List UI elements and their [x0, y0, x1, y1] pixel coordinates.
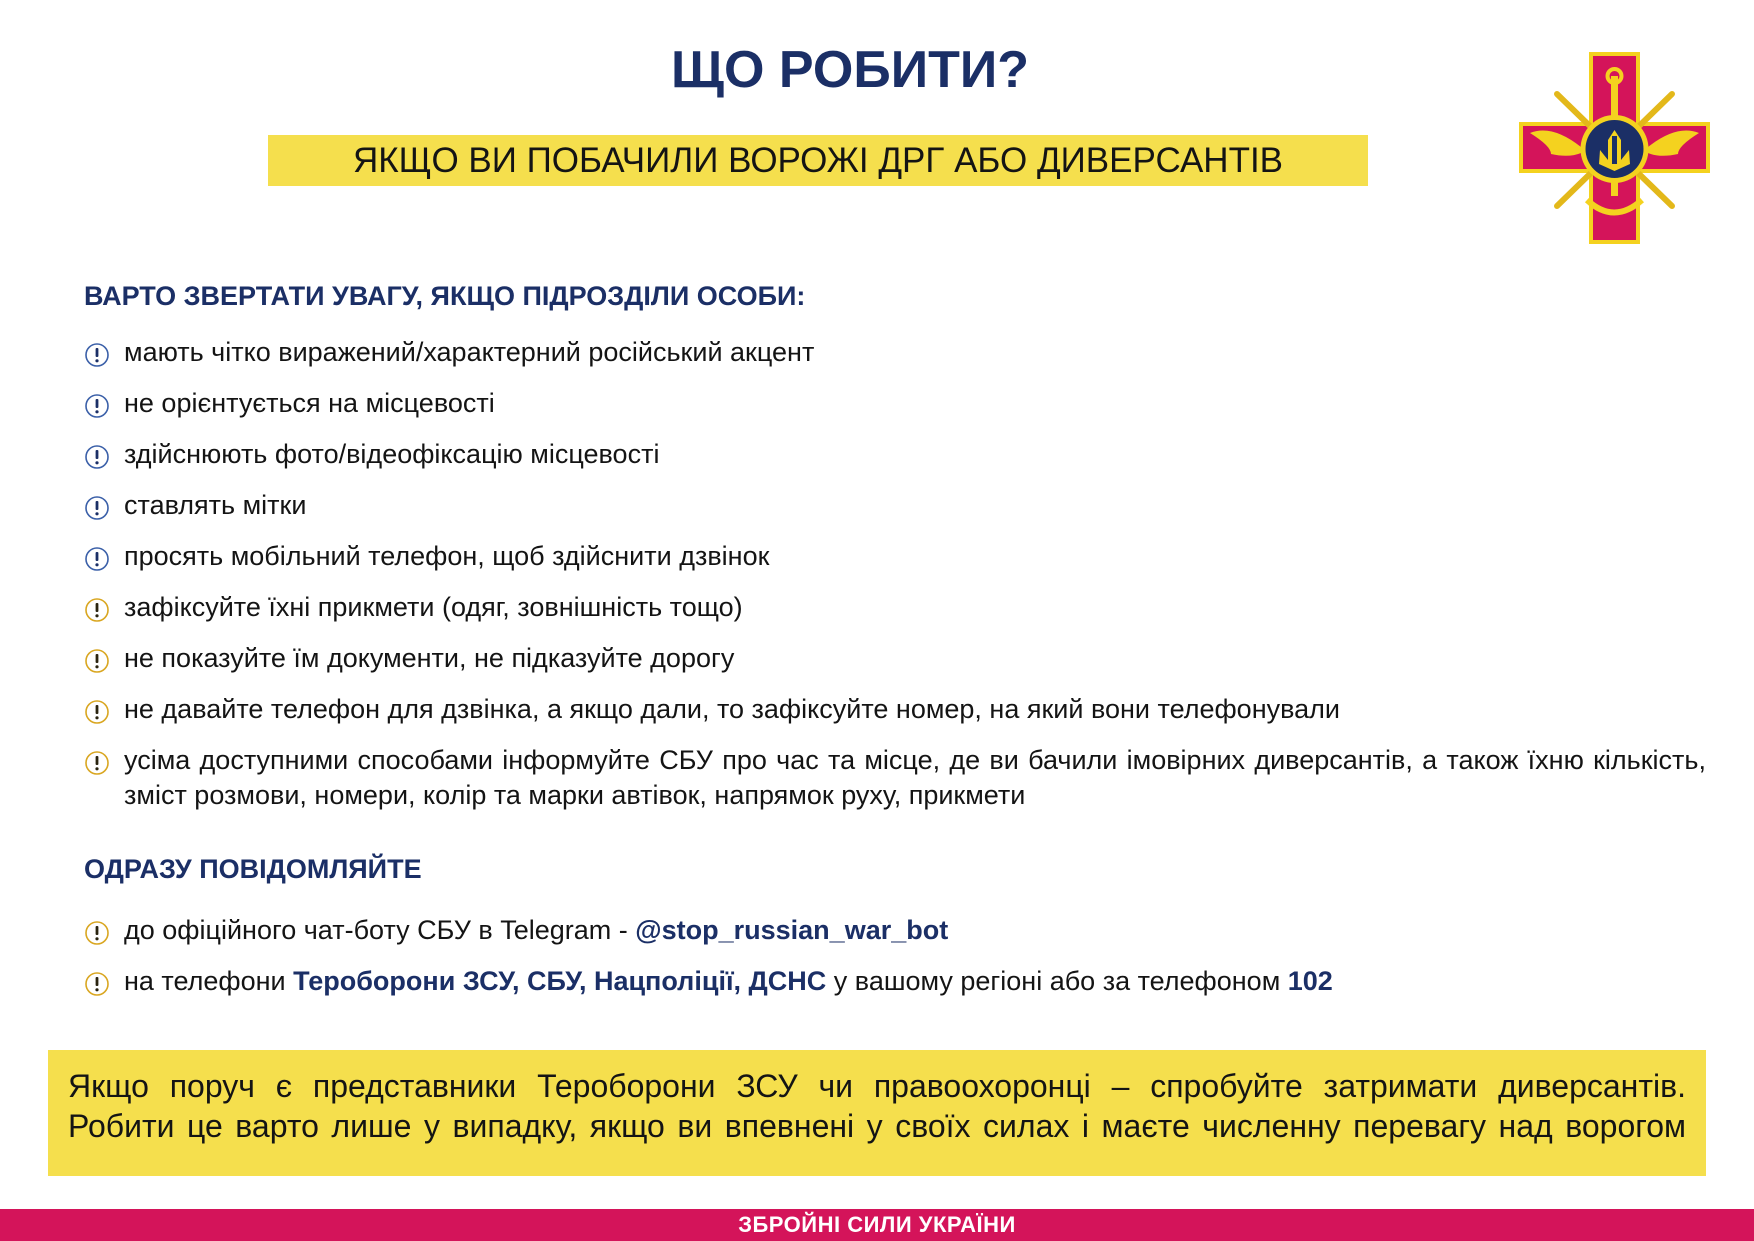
yellow-exclamation-icon	[84, 597, 110, 623]
list-item: не давайте телефон для дзвінка, а якщо дали, то зафіксуйте номер, на який вони телефонували	[84, 692, 1706, 727]
blue-exclamation-icon	[84, 444, 110, 470]
list-item: до офіційного чат-боту СБУ в Telegram - @stop_russian_war_bot	[84, 913, 1706, 948]
advice-note	[48, 1050, 1706, 1176]
footer-text: ЗБРОЙНІ СИЛИ УКРАЇНИ	[738, 1212, 1016, 1237]
list-item: на телефони Тероборони ЗСУ, СБУ, Нацполіції, ДСНС у вашому регіоні або за телефоном 102	[84, 964, 1706, 999]
blue-exclamation-icon	[84, 393, 110, 419]
report-heading: ОДРАЗУ ПОВІДОМЛЯЙТЕ	[84, 854, 422, 884]
yellow-exclamation-icon	[84, 750, 110, 776]
note-line-2: Робити це варто лише у випадку, якщо ви впевнені у своїх силах і маєте численну перевагу над ворогом	[68, 1108, 1686, 1144]
footer-banner	[0, 1209, 1754, 1241]
list-item: усіма доступними способами інформуйте СБУ про час та місце, де ви бачили імовірних диверсантів, а також їхню кількість, зміст розмови, номери, колір та марки автівок, напрямок руху, прикмети	[84, 743, 1706, 813]
yellow-exclamation-icon	[84, 971, 110, 997]
subtitle-banner	[268, 135, 1368, 186]
list-item: не орієнтується на місцевості	[84, 386, 1706, 421]
telegram-bot-handle[interactable]: @stop_russian_war_bot	[635, 915, 949, 945]
emergency-phone-number: 102	[1287, 966, 1333, 996]
blue-exclamation-icon	[84, 546, 110, 572]
yellow-exclamation-icon	[84, 920, 110, 946]
list-item: здійснюють фото/відеофіксацію місцевості	[84, 437, 1706, 472]
note-line-1: Якщо поруч є представники Тероборони ЗСУ чи правоохоронці – спробуйте затримати диверсантів.	[68, 1068, 1686, 1104]
list-item: мають чітко виражений/характерний російський акцент	[84, 335, 1706, 370]
warning-signs-list	[84, 335, 1706, 813]
yellow-exclamation-icon	[84, 648, 110, 674]
blue-exclamation-icon	[84, 495, 110, 521]
blue-exclamation-icon	[84, 342, 110, 368]
list-item: не показуйте їм документи, не підказуйте дорогу	[84, 641, 1706, 676]
list-item: зафіксуйте їхні прикмети (одяг, зовнішність тощо)	[84, 590, 1706, 625]
yellow-exclamation-icon	[84, 699, 110, 725]
subtitle-text: ЯКЩО ВИ ПОБАЧИЛИ ВОРОЖІ ДРГ АБО ДИВЕРСАНТІВ	[352, 140, 1284, 180]
list-item: ставлять мітки	[84, 488, 1706, 523]
list-item: просять мобільний телефон, щоб здійснити дзвінок	[84, 539, 1706, 574]
services-list: Тероборони ЗСУ, СБУ, Нацполіції, ДСНС	[293, 966, 827, 996]
signs-heading: ВАРТО ЗВЕРТАТИ УВАГУ, ЯКЩО ПІДРОЗДІЛИ ОСОБИ:	[84, 281, 806, 311]
page-title: ЩО РОБИТИ?	[671, 41, 1029, 99]
report-list	[84, 913, 1706, 999]
armed-forces-of-ukraine-emblem-icon	[1517, 50, 1712, 246]
